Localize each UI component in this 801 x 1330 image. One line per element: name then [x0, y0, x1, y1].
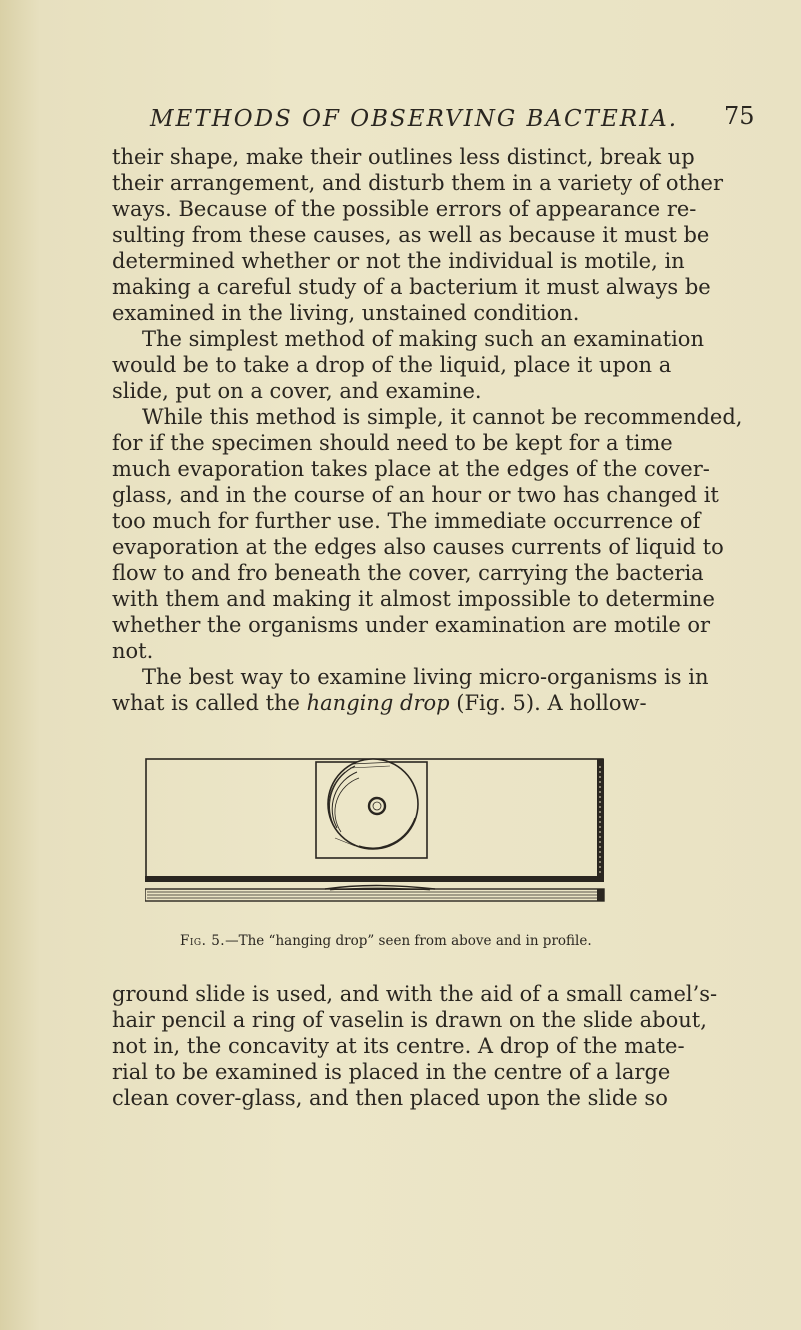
text-line: glass, and in the course of an hour or two has changed it [112, 483, 719, 507]
running-title: METHODS OF OBSERVING BACTERIA. [150, 106, 679, 132]
text-line: would be to take a drop of the liquid, place it upon a [112, 353, 672, 377]
figure-label: Fig. 5. [180, 933, 226, 949]
text-line: rial to be examined is placed in the centre of a large [112, 1060, 671, 1084]
caption-text: —The “hanging drop” seen from above and in profile. [225, 933, 592, 949]
text-line: The best way to examine living micro-organisms is in [142, 665, 709, 689]
text-line: their arrangement, and disturb them in a variety of other [112, 171, 724, 195]
text-line: too much for further use. The immediate occurrence of [112, 509, 701, 533]
text-line: flow to and fro beneath the cover, carrying the bacteria [112, 561, 704, 585]
hanging-drop-figure [145, 758, 606, 903]
paragraph-4 [112, 664, 718, 716]
slide-profile-view [145, 886, 604, 902]
text-line: making a careful study of a bacterium it must always be [112, 275, 711, 299]
page-header [0, 96, 801, 136]
text-line: their shape, make their outlines less distinct, break up [112, 145, 695, 169]
text-fragment: (Fig. 5). A hollow- [449, 691, 647, 715]
text-line: sulting from these causes, as well as because it must be [112, 223, 710, 247]
italic-term: hanging drop [306, 691, 450, 715]
text-line-with-italic [112, 690, 718, 716]
figure-caption [180, 933, 660, 949]
text-line: examined in the living, unstained condition. [112, 301, 580, 325]
text-line: not. [112, 639, 154, 663]
text-line: hair pencil a ring of vaselin is drawn on the slide about, [112, 1008, 707, 1032]
paragraph-5 [112, 981, 752, 1111]
text-fragment: what is called the [112, 691, 307, 715]
text-line: much evaporation takes place at the edges of the cover- [112, 457, 710, 481]
paragraph-2 [112, 326, 718, 404]
text-line: determined whether or not the individual is motile, in [112, 249, 685, 273]
text-line: evaporation at the edges also causes currents of liquid to [112, 535, 724, 559]
page-number: 75 [724, 102, 755, 130]
text-line: The simplest method of making such an examination [142, 327, 704, 351]
paragraph-3 [112, 404, 743, 664]
text-line: clean cover-glass, and then placed upon the slide so [112, 1086, 668, 1110]
text-line: with them and making it almost impossible to determine [112, 587, 715, 611]
paragraph-1 [112, 144, 724, 326]
text-line: not in, the concavity at its centre. A drop of the mate- [112, 1034, 685, 1058]
text-line: for if the specimen should need to be kept for a time [112, 431, 673, 455]
text-line: ground slide is used, and with the aid of a small camel’s- [112, 982, 718, 1006]
text-line: ways. Because of the possible errors of appearance re- [112, 197, 697, 221]
text-line: whether the organisms under examination are motile or [112, 613, 711, 637]
concavity-circle [328, 759, 418, 849]
text-line: While this method is simple, it cannot be recommended, [142, 405, 743, 429]
text-line: slide, put on a cover, and examine. [112, 379, 482, 403]
